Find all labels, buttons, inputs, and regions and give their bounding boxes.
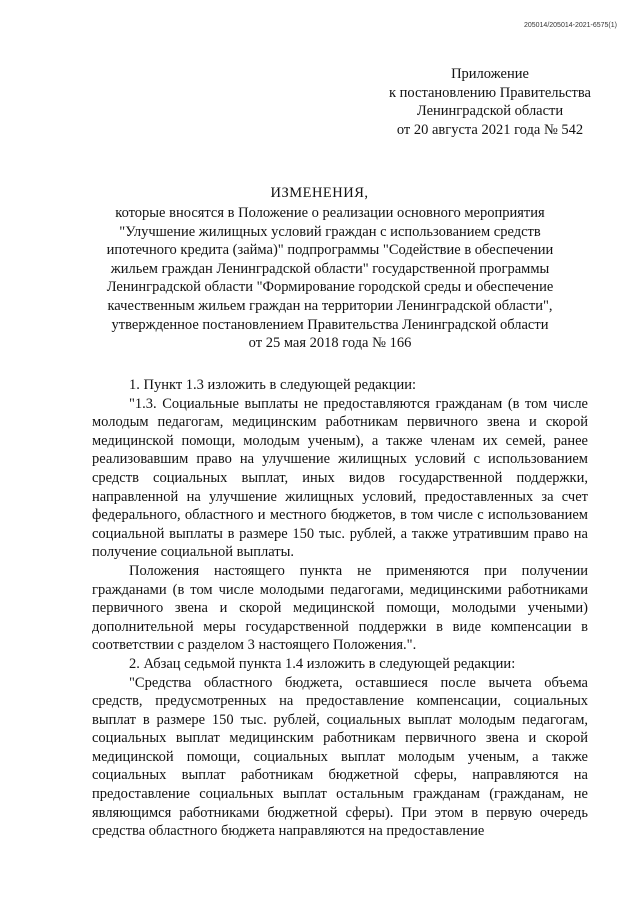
appendix-line: Ленинградской области [416, 103, 564, 119]
subtitle-line: которые вносятся в Положение о реализации основного мероприятия [115, 205, 545, 221]
paragraph: 1. Пункт 1.3 изложить в следующей редакции: [129, 377, 417, 393]
document-body [92, 376, 588, 841]
subtitle-line: жильем граждан Ленинградской области" государственной программы [110, 260, 550, 277]
subtitle-line: качественным жильем граждан на территории Ленинградской области", [107, 297, 553, 314]
appendix-block [365, 65, 615, 139]
paragraph: "1.3. Социальные выплаты не предоставляются гражданам (в том числе молодым педагогам, медицинским работникам первичного звена и скорой медицинской помощи, молодым ученым), а также членам их семей, ранее реализовавшим право на улучшение жилищных условий с использованием средств социальных выплат, иных видов государственной поддержки, направленной на улучшение жилищных условий, предоставленных за счет федерального, областного и местного бюджетов, в том числе с использованием социальной выплаты в размере 150 тыс. рублей, а также утратившим право на получение социальной выплаты. [92, 395, 588, 561]
document-title: ИЗМЕНЕНИЯ, [270, 185, 369, 201]
subtitle-line: "Улучшение жилищных условий граждан с использованием средств [119, 223, 541, 240]
paragraph: Положения настоящего пункта не применяются при получении гражданами (в том числе молодыми педагогами, медицинскими работниками первичного звена и скорой медицинской помощи, молодыми учеными) дополнительной меры государственной поддержки в виде компенсации в соответствии с разделом 3 настоящего Положения.". [92, 562, 588, 654]
paragraph: 2. Абзац седьмой пункта 1.4 изложить в следующей редакции: [129, 655, 516, 672]
paragraph: "Средства областного бюджета, оставшиеся после вычета объема средств, предусмотренных на предоставление компенсации, социальных выплат в размере 150 тыс. рублей, социальных выплат молодым педагогам, социальных выплат медицинским работникам первичного звена и скорой медицинской помощи, социальных выплат молодым ученым, а также социальных выплат работникам бюджетной сферы, направляются на предоставление социальных выплат остальным гражданам (гражданам, не являющимся работниками бюджетной сферы). При этом в первую очередь средства областного бюджета направляются на предоставление [92, 674, 588, 840]
document-subtitle [80, 204, 580, 353]
subtitle-line: Ленинградской области "Формирование городской среды и обеспечение [106, 279, 554, 296]
subtitle-line: от 25 мая 2018 года № 166 [248, 335, 412, 352]
subtitle-line: ипотечного кредита (займа)" подпрограммы "Содействие в обеспечении [106, 242, 554, 259]
appendix-line: от 20 августа 2021 года № 542 [396, 121, 584, 138]
appendix-line: Приложение [451, 66, 529, 82]
subtitle-line: утвержденное постановлением Правительства Ленинградской области [111, 316, 549, 333]
appendix-line: к постановлению Правительства [389, 84, 591, 101]
document-id: 205014/205014-2021-6575(1) [523, 22, 617, 29]
